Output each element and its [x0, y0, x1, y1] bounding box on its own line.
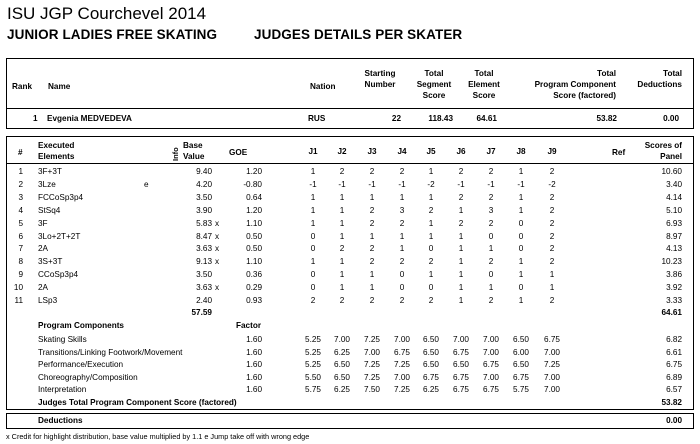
skater-rank: 1 — [33, 114, 38, 123]
element-judge-6-score: 1 — [458, 283, 464, 293]
element-judge-7-score: 2 — [488, 192, 494, 202]
element-judge-5-score: 1 — [428, 218, 434, 228]
element-judge-2-score: -1 — [338, 179, 346, 189]
component-judge-3-score: 7.50 — [364, 385, 380, 394]
component-panel-score: 6.89 — [666, 372, 682, 382]
element-judge-5-score: 1 — [428, 231, 434, 241]
element-panel-score: 3.33 — [666, 296, 682, 305]
element-judge-9-score: 2 — [549, 296, 555, 305]
element-judge-9-score: 1 — [549, 270, 555, 280]
component-judge-3-score: 7.25 — [364, 335, 380, 344]
pcs-total-value: 53.82 — [661, 398, 682, 407]
component-judge-5-score: 6.25 — [423, 385, 439, 394]
component-judge-4-score: 7.00 — [394, 335, 410, 344]
element-number: 2 — [18, 179, 23, 189]
element-judge-6-score: 2 — [458, 218, 464, 228]
element-judge-9-score: 2 — [549, 218, 555, 228]
element-goe: 0.93 — [246, 296, 262, 305]
component-panel-score: 6.61 — [666, 347, 682, 357]
element-judge-2-score: 2 — [339, 244, 345, 254]
deductions-value: 0.00 — [666, 416, 682, 425]
element-judge-4-score: 3 — [399, 205, 405, 215]
skater-pcs: 53.82 — [596, 114, 617, 123]
component-factor: 1.60 — [246, 372, 262, 382]
component-judge-7-score: 7.00 — [483, 372, 499, 382]
element-num-header: # — [18, 148, 23, 157]
component-judge-5-score: 6.75 — [423, 372, 439, 382]
element-judge-8-score: 1 — [518, 192, 524, 202]
element-judge-8-score: 1 — [518, 296, 524, 305]
element-judge-1-score: 0 — [310, 270, 316, 280]
element-panel-score: 10.60 — [661, 167, 682, 176]
element-bonus-flag: x — [215, 218, 220, 228]
element-judge-7-score: -1 — [487, 179, 495, 189]
component-judge-6-score: 6.75 — [453, 347, 469, 357]
element-judge-6-score: 1 — [458, 270, 464, 280]
element-judge-2-score: 2 — [339, 167, 345, 176]
element-judge-9-score: 1 — [549, 283, 555, 293]
element-goe: 1.20 — [246, 205, 262, 215]
starting-number-header: Starting Number — [364, 69, 396, 89]
footnote: x Credit for highlight distribution, base value multiplied by 1.1 e Jump take off with wrong edge — [6, 432, 310, 441]
component-judge-3-score: 7.25 — [364, 360, 380, 369]
element-number: 10 — [13, 283, 23, 293]
element-judge-8-score: 0 — [518, 218, 524, 228]
element-judge-9-score: 2 — [549, 167, 555, 176]
component-judge-9-score: 7.00 — [544, 372, 560, 382]
element-bonus-flag: x — [215, 244, 220, 254]
element-number: 1 — [18, 167, 23, 176]
element-judge-3-score: 1 — [369, 270, 375, 280]
element-judge-7-score: 2 — [488, 167, 494, 176]
element-judge-5-score: 0 — [428, 283, 434, 293]
element-goe: 0.50 — [246, 231, 262, 241]
component-judge-7-score: 6.75 — [483, 360, 499, 369]
factor-header: Factor — [236, 321, 262, 330]
element-goe: 1.10 — [246, 257, 262, 267]
element-number: 9 — [18, 270, 23, 280]
element-judge-6-score: 1 — [458, 296, 464, 305]
executed-elements-header: Executed Elements — [38, 141, 75, 161]
element-judge-9-score: 2 — [549, 257, 555, 267]
element-judge-3-score: 2 — [369, 167, 375, 176]
element-judge-4-score: 0 — [399, 283, 405, 293]
component-judge-5-score: 6.50 — [423, 360, 439, 369]
element-judge-5-score: -2 — [427, 179, 435, 189]
element-bonus-flag: x — [215, 283, 220, 293]
element-base-value: 4.20 — [196, 179, 212, 189]
competition-title: ISU JGP Courchevel 2014 — [7, 4, 207, 23]
element-judge-3-score: -1 — [368, 179, 376, 189]
element-name: 3F+3T — [38, 167, 62, 176]
component-judge-3-score: 7.25 — [364, 372, 380, 382]
component-judge-6-score: 6.75 — [453, 385, 469, 394]
element-goe: 1.10 — [246, 218, 262, 228]
component-judge-8-score: 6.50 — [513, 360, 529, 369]
element-score-total: 64.61 — [661, 308, 682, 317]
component-judge-4-score: 7.25 — [394, 360, 410, 369]
element-judge-3-score: 1 — [369, 283, 375, 293]
element-name: StSq4 — [38, 205, 61, 215]
element-panel-score: 3.86 — [666, 270, 682, 280]
element-number: 6 — [18, 231, 23, 241]
component-judge-5-score: 6.50 — [423, 335, 439, 344]
tes-header: Total Element Score — [468, 69, 500, 100]
element-name: 3Lo+2T+2T — [38, 231, 81, 241]
element-goe: -0.80 — [243, 179, 262, 189]
deductions-label: Deductions — [38, 416, 83, 425]
info-header: Info — [171, 147, 180, 161]
element-name: 3S+3T — [38, 257, 63, 267]
element-base-value: 3.50 — [196, 270, 212, 280]
element-judge-1-score: 1 — [310, 257, 316, 267]
component-name: Interpretation — [38, 385, 87, 394]
element-judge-4-score: 1 — [399, 231, 405, 241]
element-judge-7-score: 2 — [488, 257, 494, 267]
component-judge-1-score: 5.25 — [305, 335, 321, 344]
element-judge-1-score: 0 — [310, 231, 316, 241]
deductions-header: Total Deductions — [637, 69, 682, 89]
element-panel-score: 3.92 — [666, 283, 682, 293]
component-judge-9-score: 7.00 — [544, 347, 560, 357]
element-judge-3-score: 2 — [369, 257, 375, 267]
element-base-value: 3.63 — [196, 283, 212, 293]
element-judge-8-score: 1 — [518, 205, 524, 215]
judge-header-6: J6 — [456, 147, 466, 156]
element-goe: 0.36 — [246, 270, 262, 280]
element-judge-4-score: 2 — [399, 257, 405, 267]
element-judge-4-score: 2 — [399, 167, 405, 176]
component-judge-4-score: 6.75 — [394, 347, 410, 357]
component-judge-5-score: 6.50 — [423, 347, 439, 357]
element-judge-4-score: 1 — [399, 244, 405, 254]
element-number: 7 — [18, 244, 23, 254]
skater-starting-number: 22 — [391, 114, 401, 123]
judge-header-9: J9 — [547, 147, 557, 156]
element-judge-5-score: 2 — [428, 296, 434, 305]
skater-name: Evgenia MEDVEDEVA — [47, 114, 132, 123]
element-judge-7-score: 0 — [488, 270, 494, 280]
element-judge-1-score: 0 — [310, 283, 316, 293]
element-judge-5-score: 1 — [428, 167, 434, 176]
element-base-value: 8.47 — [196, 231, 212, 241]
element-judge-7-score: 2 — [488, 296, 494, 305]
component-panel-score: 6.75 — [666, 360, 682, 369]
element-judge-7-score: 1 — [488, 283, 494, 293]
element-panel-score: 4.14 — [666, 192, 682, 202]
element-judge-2-score: 1 — [339, 192, 345, 202]
element-judge-4-score: 0 — [399, 270, 405, 280]
component-name: Choreography/Composition — [38, 372, 138, 382]
element-judge-5-score: 1 — [428, 270, 434, 280]
name-header: Name — [48, 82, 71, 91]
component-judge-8-score: 5.75 — [513, 385, 529, 394]
element-number: 8 — [18, 257, 23, 267]
event-title: JUNIOR LADIES FREE SKATING — [7, 27, 218, 42]
component-judge-8-score: 6.50 — [513, 335, 529, 344]
element-judge-7-score: 3 — [488, 205, 494, 215]
base-value-header: Base Value — [183, 141, 205, 161]
component-judge-1-score: 5.75 — [305, 385, 321, 394]
component-judge-2-score: 6.25 — [334, 385, 350, 394]
element-number: 5 — [18, 218, 23, 228]
component-factor: 1.60 — [246, 335, 262, 344]
summary-divider — [6, 108, 694, 109]
element-judge-7-score: 2 — [488, 218, 494, 228]
component-judge-8-score: 6.75 — [513, 372, 529, 382]
component-judge-2-score: 6.50 — [334, 372, 350, 382]
judge-header-8: J8 — [516, 147, 526, 156]
element-judge-9-score: 2 — [549, 205, 555, 215]
element-judge-6-score: 1 — [458, 257, 464, 267]
element-judge-9-score: 2 — [549, 244, 555, 254]
element-base-value: 5.83 — [196, 218, 212, 228]
element-name: FCCoSp3p4 — [38, 192, 84, 202]
element-judge-5-score: 0 — [428, 244, 434, 254]
base-value-total: 57.59 — [191, 308, 212, 317]
element-judge-1-score: 0 — [310, 244, 316, 254]
component-judge-3-score: 7.00 — [364, 347, 380, 357]
skater-deductions: 0.00 — [663, 114, 679, 123]
element-goe: 0.64 — [246, 192, 262, 202]
component-judge-9-score: 6.75 — [544, 335, 560, 344]
element-name: 2A — [38, 244, 49, 254]
element-judge-7-score: 1 — [488, 244, 494, 254]
judge-header-3: J3 — [367, 147, 377, 156]
component-judge-7-score: 6.75 — [483, 385, 499, 394]
element-judge-6-score: 1 — [458, 231, 464, 241]
component-panel-score: 6.57 — [666, 385, 682, 394]
program-components-header: Program Components — [38, 321, 124, 330]
pcs-total-label: Judges Total Program Component Score (factored) — [38, 398, 237, 407]
component-judge-2-score: 6.50 — [334, 360, 350, 369]
element-name: 3F — [38, 218, 48, 228]
tss-header: Total Segment Score — [416, 69, 452, 100]
element-judge-3-score: 2 — [369, 218, 375, 228]
element-judge-2-score: 1 — [339, 205, 345, 215]
element-judge-1-score: 1 — [310, 205, 316, 215]
element-judge-5-score: 1 — [428, 192, 434, 202]
component-judge-1-score: 5.50 — [305, 372, 321, 382]
rank-header: Rank — [12, 82, 33, 91]
goe-header: GOE — [229, 148, 248, 157]
element-number: 3 — [18, 192, 23, 202]
element-judge-8-score: 0 — [518, 283, 524, 293]
component-name: Transitions/Linking Footwork/Movement — [38, 347, 183, 357]
component-judge-6-score: 7.00 — [453, 335, 469, 344]
element-header-divider — [6, 163, 694, 164]
element-judge-3-score: 2 — [369, 296, 375, 305]
element-judge-8-score: 0 — [518, 244, 524, 254]
element-judge-6-score: 1 — [458, 205, 464, 215]
element-judge-9-score: 2 — [549, 231, 555, 241]
element-name: CCoSp3p4 — [38, 270, 79, 280]
element-judge-7-score: 0 — [488, 231, 494, 241]
element-judge-1-score: 2 — [310, 296, 316, 305]
element-panel-score: 10.23 — [661, 257, 682, 267]
component-judge-9-score: 7.00 — [544, 385, 560, 394]
element-judge-5-score: 2 — [428, 257, 434, 267]
element-name: LSp3 — [38, 296, 58, 305]
element-panel-score: 8.97 — [666, 231, 682, 241]
element-judge-8-score: 1 — [518, 167, 524, 176]
element-judge-2-score: 1 — [339, 218, 345, 228]
component-judge-8-score: 6.00 — [513, 347, 529, 357]
element-judge-2-score: 1 — [339, 231, 345, 241]
element-judge-4-score: 2 — [399, 218, 405, 228]
element-base-value: 2.40 — [196, 296, 212, 305]
judge-header-7: J7 — [486, 147, 496, 156]
element-judge-3-score: 1 — [369, 192, 375, 202]
element-judge-8-score: 0 — [518, 231, 524, 241]
element-info-flag: e — [144, 179, 149, 189]
component-judge-6-score: 6.75 — [453, 372, 469, 382]
component-factor: 1.60 — [246, 360, 262, 369]
element-panel-score: 6.93 — [666, 218, 682, 228]
element-judge-6-score: -1 — [457, 179, 465, 189]
element-judge-6-score: 2 — [458, 167, 464, 176]
pcs-header: Total Program Component Score (factored) — [534, 69, 616, 100]
element-judge-8-score: -1 — [517, 179, 525, 189]
ref-header: Ref — [612, 148, 626, 157]
element-judge-3-score: 1 — [369, 231, 375, 241]
element-goe: 1.20 — [246, 167, 262, 176]
skater-tes: 64.61 — [476, 114, 497, 123]
component-judge-1-score: 5.25 — [305, 360, 321, 369]
element-judge-3-score: 2 — [369, 244, 375, 254]
element-goe: 0.29 — [246, 283, 262, 293]
element-judge-9-score: 2 — [549, 192, 555, 202]
component-judge-4-score: 7.00 — [394, 372, 410, 382]
element-bonus-flag: x — [215, 257, 220, 267]
element-judge-8-score: 1 — [518, 257, 524, 267]
element-judge-5-score: 2 — [428, 205, 434, 215]
element-judge-6-score: 2 — [458, 192, 464, 202]
judge-header-2: J2 — [337, 147, 347, 156]
element-judge-4-score: 1 — [399, 192, 405, 202]
component-judge-1-score: 5.25 — [305, 347, 321, 357]
deductions-box — [6, 413, 694, 429]
component-name: Performance/Execution — [38, 360, 124, 369]
component-name: Skating Skills — [38, 335, 87, 344]
report-title: JUDGES DETAILS PER SKATER — [254, 27, 463, 42]
element-judge-9-score: -2 — [548, 179, 556, 189]
skater-nation: RUS — [308, 114, 326, 123]
element-judge-2-score: 1 — [339, 257, 345, 267]
element-judge-1-score: 1 — [310, 167, 316, 176]
element-base-value: 3.90 — [196, 205, 212, 215]
component-judge-4-score: 7.25 — [394, 385, 410, 394]
judge-header-5: J5 — [426, 147, 436, 156]
element-judge-1-score: 1 — [310, 218, 316, 228]
element-panel-score: 5.10 — [666, 205, 682, 215]
element-judge-2-score: 1 — [339, 270, 345, 280]
element-judge-3-score: 2 — [369, 205, 375, 215]
nation-header: Nation — [310, 82, 336, 91]
component-judge-7-score: 7.00 — [483, 335, 499, 344]
judge-header-1: J1 — [308, 147, 318, 156]
component-panel-score: 6.82 — [666, 335, 682, 344]
element-judge-1-score: -1 — [309, 179, 317, 189]
element-judge-6-score: 1 — [458, 244, 464, 254]
component-judge-7-score: 7.00 — [483, 347, 499, 357]
element-panel-score: 4.13 — [666, 244, 682, 254]
element-judge-1-score: 1 — [310, 192, 316, 202]
element-judge-8-score: 1 — [518, 270, 524, 280]
element-name: 3Lze — [38, 179, 56, 189]
element-name: 2A — [38, 283, 49, 293]
element-base-value: 9.13 — [196, 257, 212, 267]
component-judge-2-score: 6.25 — [334, 347, 350, 357]
element-panel-score: 3.40 — [666, 179, 682, 189]
judge-header-4: J4 — [397, 147, 407, 156]
element-judge-4-score: -1 — [398, 179, 406, 189]
element-base-value: 9.40 — [196, 167, 212, 176]
element-base-value: 3.50 — [196, 192, 212, 202]
element-number: 11 — [14, 296, 23, 305]
component-factor: 1.60 — [246, 347, 262, 357]
component-judge-6-score: 6.50 — [453, 360, 469, 369]
element-judge-2-score: 1 — [339, 283, 345, 293]
element-bonus-flag: x — [215, 231, 220, 241]
element-number: 4 — [18, 205, 23, 215]
element-goe: 0.50 — [246, 244, 262, 254]
skater-tss: 118.43 — [428, 114, 453, 123]
component-factor: 1.60 — [246, 385, 262, 394]
panel-score-header: Scores of Panel — [644, 141, 682, 161]
element-judge-4-score: 2 — [399, 296, 405, 305]
element-base-value: 3.63 — [196, 244, 212, 254]
element-judge-2-score: 2 — [339, 296, 345, 305]
component-judge-2-score: 7.00 — [334, 335, 350, 344]
component-judge-9-score: 7.25 — [544, 360, 560, 369]
